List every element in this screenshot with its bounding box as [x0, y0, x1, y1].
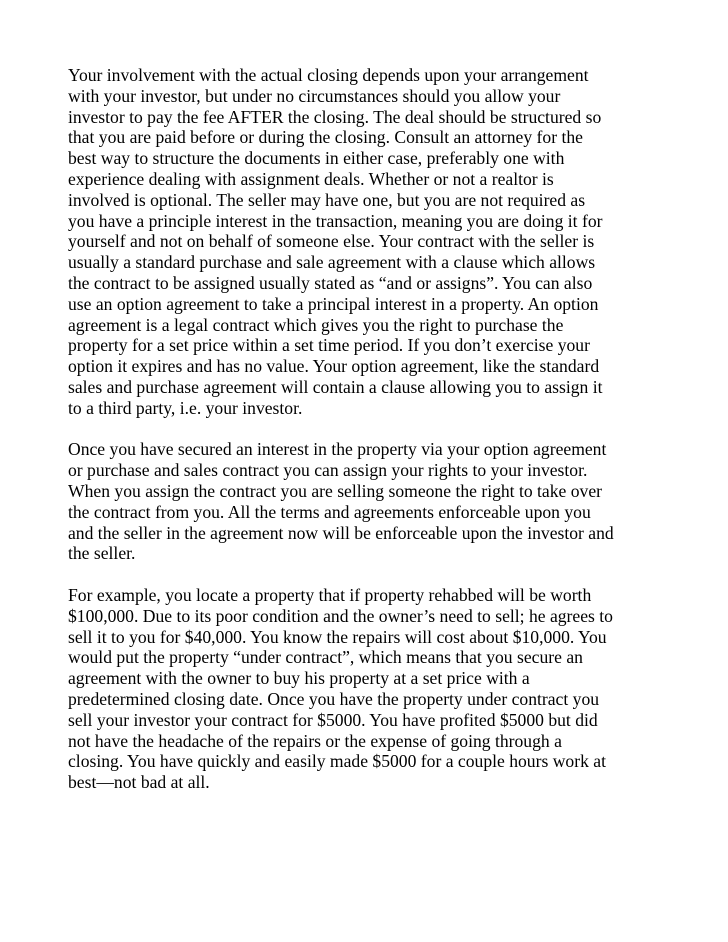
- text-line: the contract to be assigned usually stated as “and or assigns”. You can also: [68, 272, 593, 293]
- text-line: to a third party, i.e. your investor.: [68, 397, 303, 418]
- text-line: best way to structure the documents in either case, preferably one with: [68, 148, 565, 169]
- text-line: involved is optional. The seller may have one, but you are not required as: [68, 189, 586, 210]
- text-line: the seller.: [68, 543, 136, 564]
- text-line: with your investor, but under no circumstances should you allow your: [68, 85, 561, 106]
- text-line: investor to pay the fee AFTER the closing. The deal should be structured so: [68, 106, 602, 127]
- text-line: not have the headache of the repairs or the expense of going through a: [68, 730, 562, 751]
- text-line: and the seller in the agreement now will be enforceable upon the investor and: [68, 522, 614, 543]
- text-line: sales and purchase agreement will contain a clause allowing you to assign it: [68, 376, 603, 397]
- text-line: usually a standard purchase and sale agreement with a clause which allows: [68, 252, 596, 273]
- text-line: you have a principle interest in the transaction, meaning you are doing it for: [68, 210, 603, 231]
- paragraph-closing-involvement: [68, 65, 668, 419]
- paragraph-example: [68, 585, 668, 793]
- text-line: predetermined closing date. Once you have the property under contract you: [68, 688, 600, 709]
- text-line: best—not bad at all.: [68, 772, 210, 793]
- text-line: closing. You have quickly and easily made $5000 for a couple hours work at: [68, 751, 606, 772]
- text-line: option it expires and has no value. Your option agreement, like the standard: [68, 356, 600, 377]
- text-line: the contract from you. All the terms and agreements enforceable upon you: [68, 501, 591, 522]
- text-line: use an option agreement to take a principal interest in a property. An option: [68, 293, 599, 314]
- text-line: $100,000. Due to its poor condition and the owner’s need to sell; he agrees to: [68, 605, 613, 626]
- text-line: would put the property “under contract”, which means that you secure an: [68, 647, 583, 668]
- text-line: experience dealing with assignment deals. Whether or not a realtor is: [68, 168, 554, 189]
- text-line: agreement with the owner to buy his property at a set price with a: [68, 668, 530, 689]
- text-line: agreement is a legal contract which gives you the right to purchase the: [68, 314, 564, 335]
- paragraph-assigning-rights: [68, 439, 668, 564]
- text-line: Once you have secured an interest in the property via your option agreement: [68, 439, 607, 460]
- text-line: yourself and not on behalf of someone else. Your contract with the seller is: [68, 231, 595, 252]
- text-line: sell it to you for $40,000. You know the repairs will cost about $10,000. You: [68, 626, 607, 647]
- text-line: property for a set price within a set time period. If you don’t exercise your: [68, 335, 590, 356]
- text-line: When you assign the contract you are selling someone the right to take over: [68, 480, 603, 501]
- text-line: sell your investor your contract for $5000. You have profited $5000 but did: [68, 709, 598, 730]
- text-line: Your involvement with the actual closing depends upon your arrangement: [68, 65, 589, 85]
- document-body: [68, 65, 668, 814]
- text-line: or purchase and sales contract you can assign your rights to your investor.: [68, 460, 588, 481]
- text-line: For example, you locate a property that if property rehabbed will be worth: [68, 584, 592, 605]
- text-line: that you are paid before or during the closing. Consult an attorney for the: [68, 127, 583, 148]
